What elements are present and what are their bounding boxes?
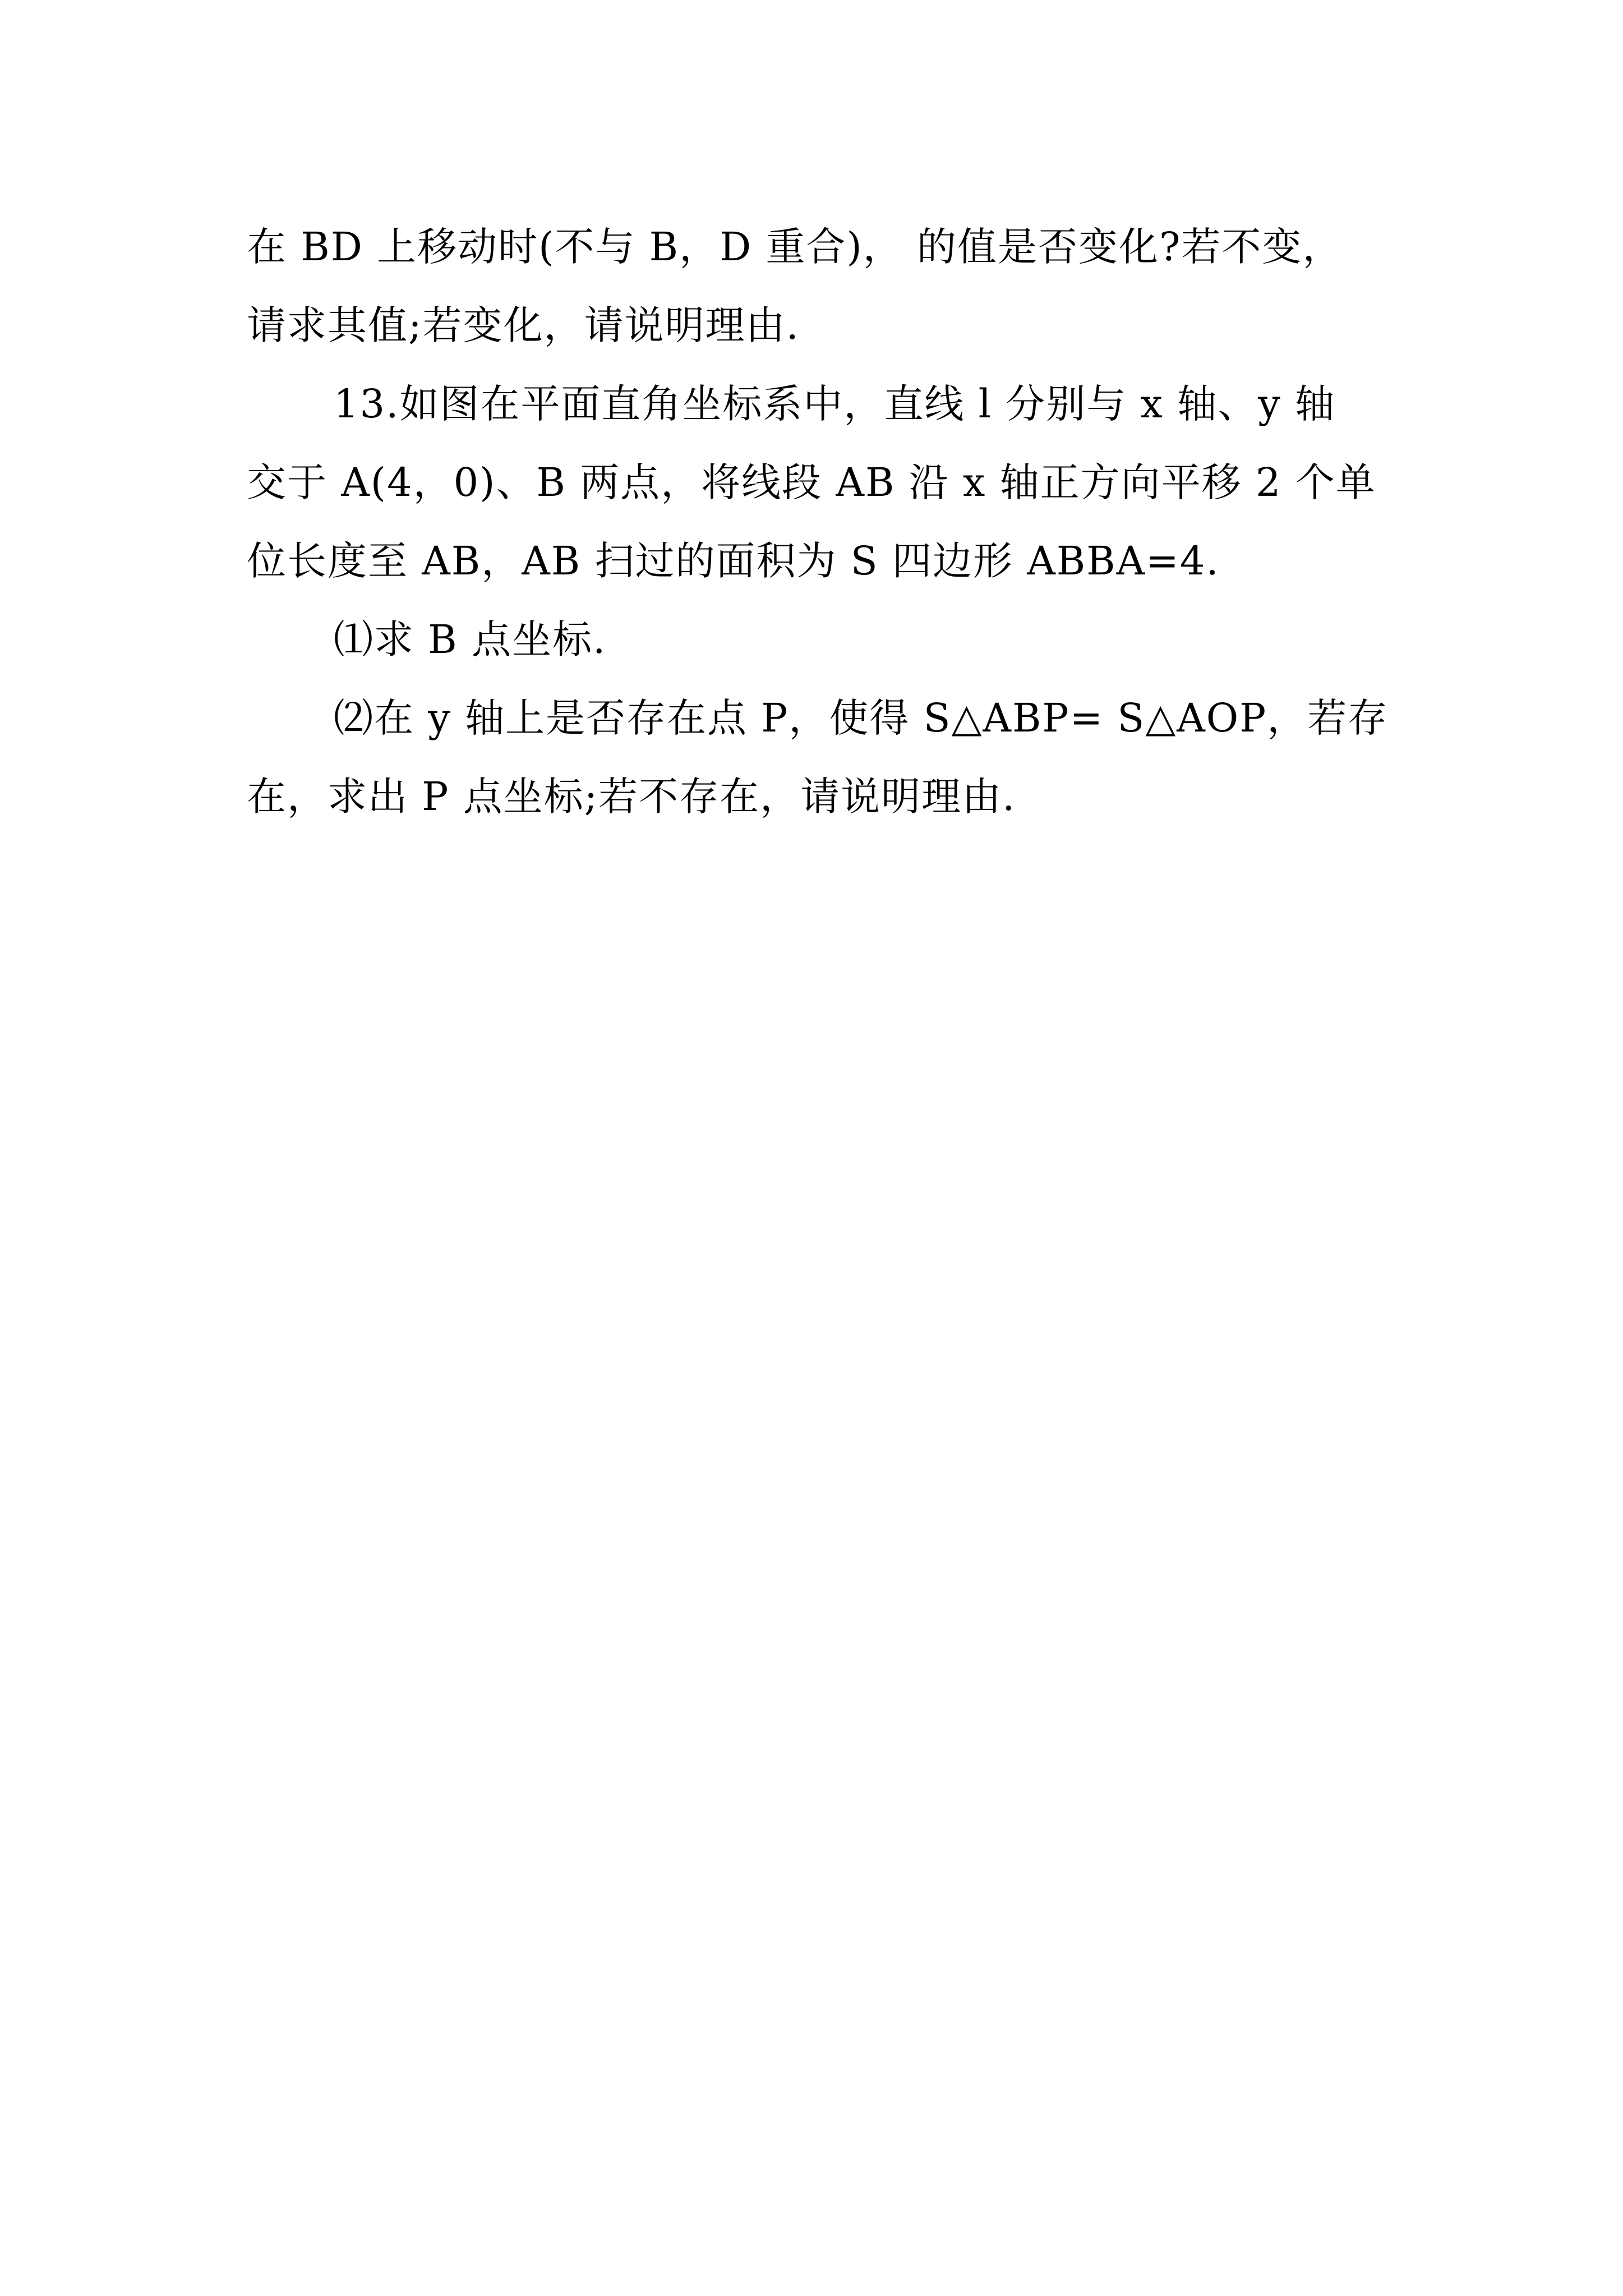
- question-13-line-3: 位长度至 AB，AB 扫过的面积为 S 四边形 ABBA=4.: [247, 538, 1220, 584]
- question-13-line-2: 交于 A(4，0)、B 两点，将线段 AB 沿 x 轴正方向平移 2 个单: [247, 459, 1376, 505]
- question-13-part-2-line-1: ⑵在 y 轴上是否存在点 P，使得 S△ABP= S△AOP，若存: [334, 695, 1389, 741]
- question-13-part-1: ⑴求 B 点坐标.: [334, 616, 607, 662]
- question-13-part-2-line-2: 在，求出 P 点坐标;若不存在，请说明理由.: [247, 774, 1016, 820]
- text-line-1: 在 BD 上移动时(不与 B，D 重合)， 的值是否变化?若不变，: [247, 224, 1343, 270]
- text-line-2: 请求其值;若变化，请说明理由.: [247, 302, 800, 348]
- question-13-line-1: 13.如图在平面直角坐标系中，直线 l 分别与 x 轴、y 轴: [334, 381, 1335, 427]
- document-body: [247, 208, 1402, 836]
